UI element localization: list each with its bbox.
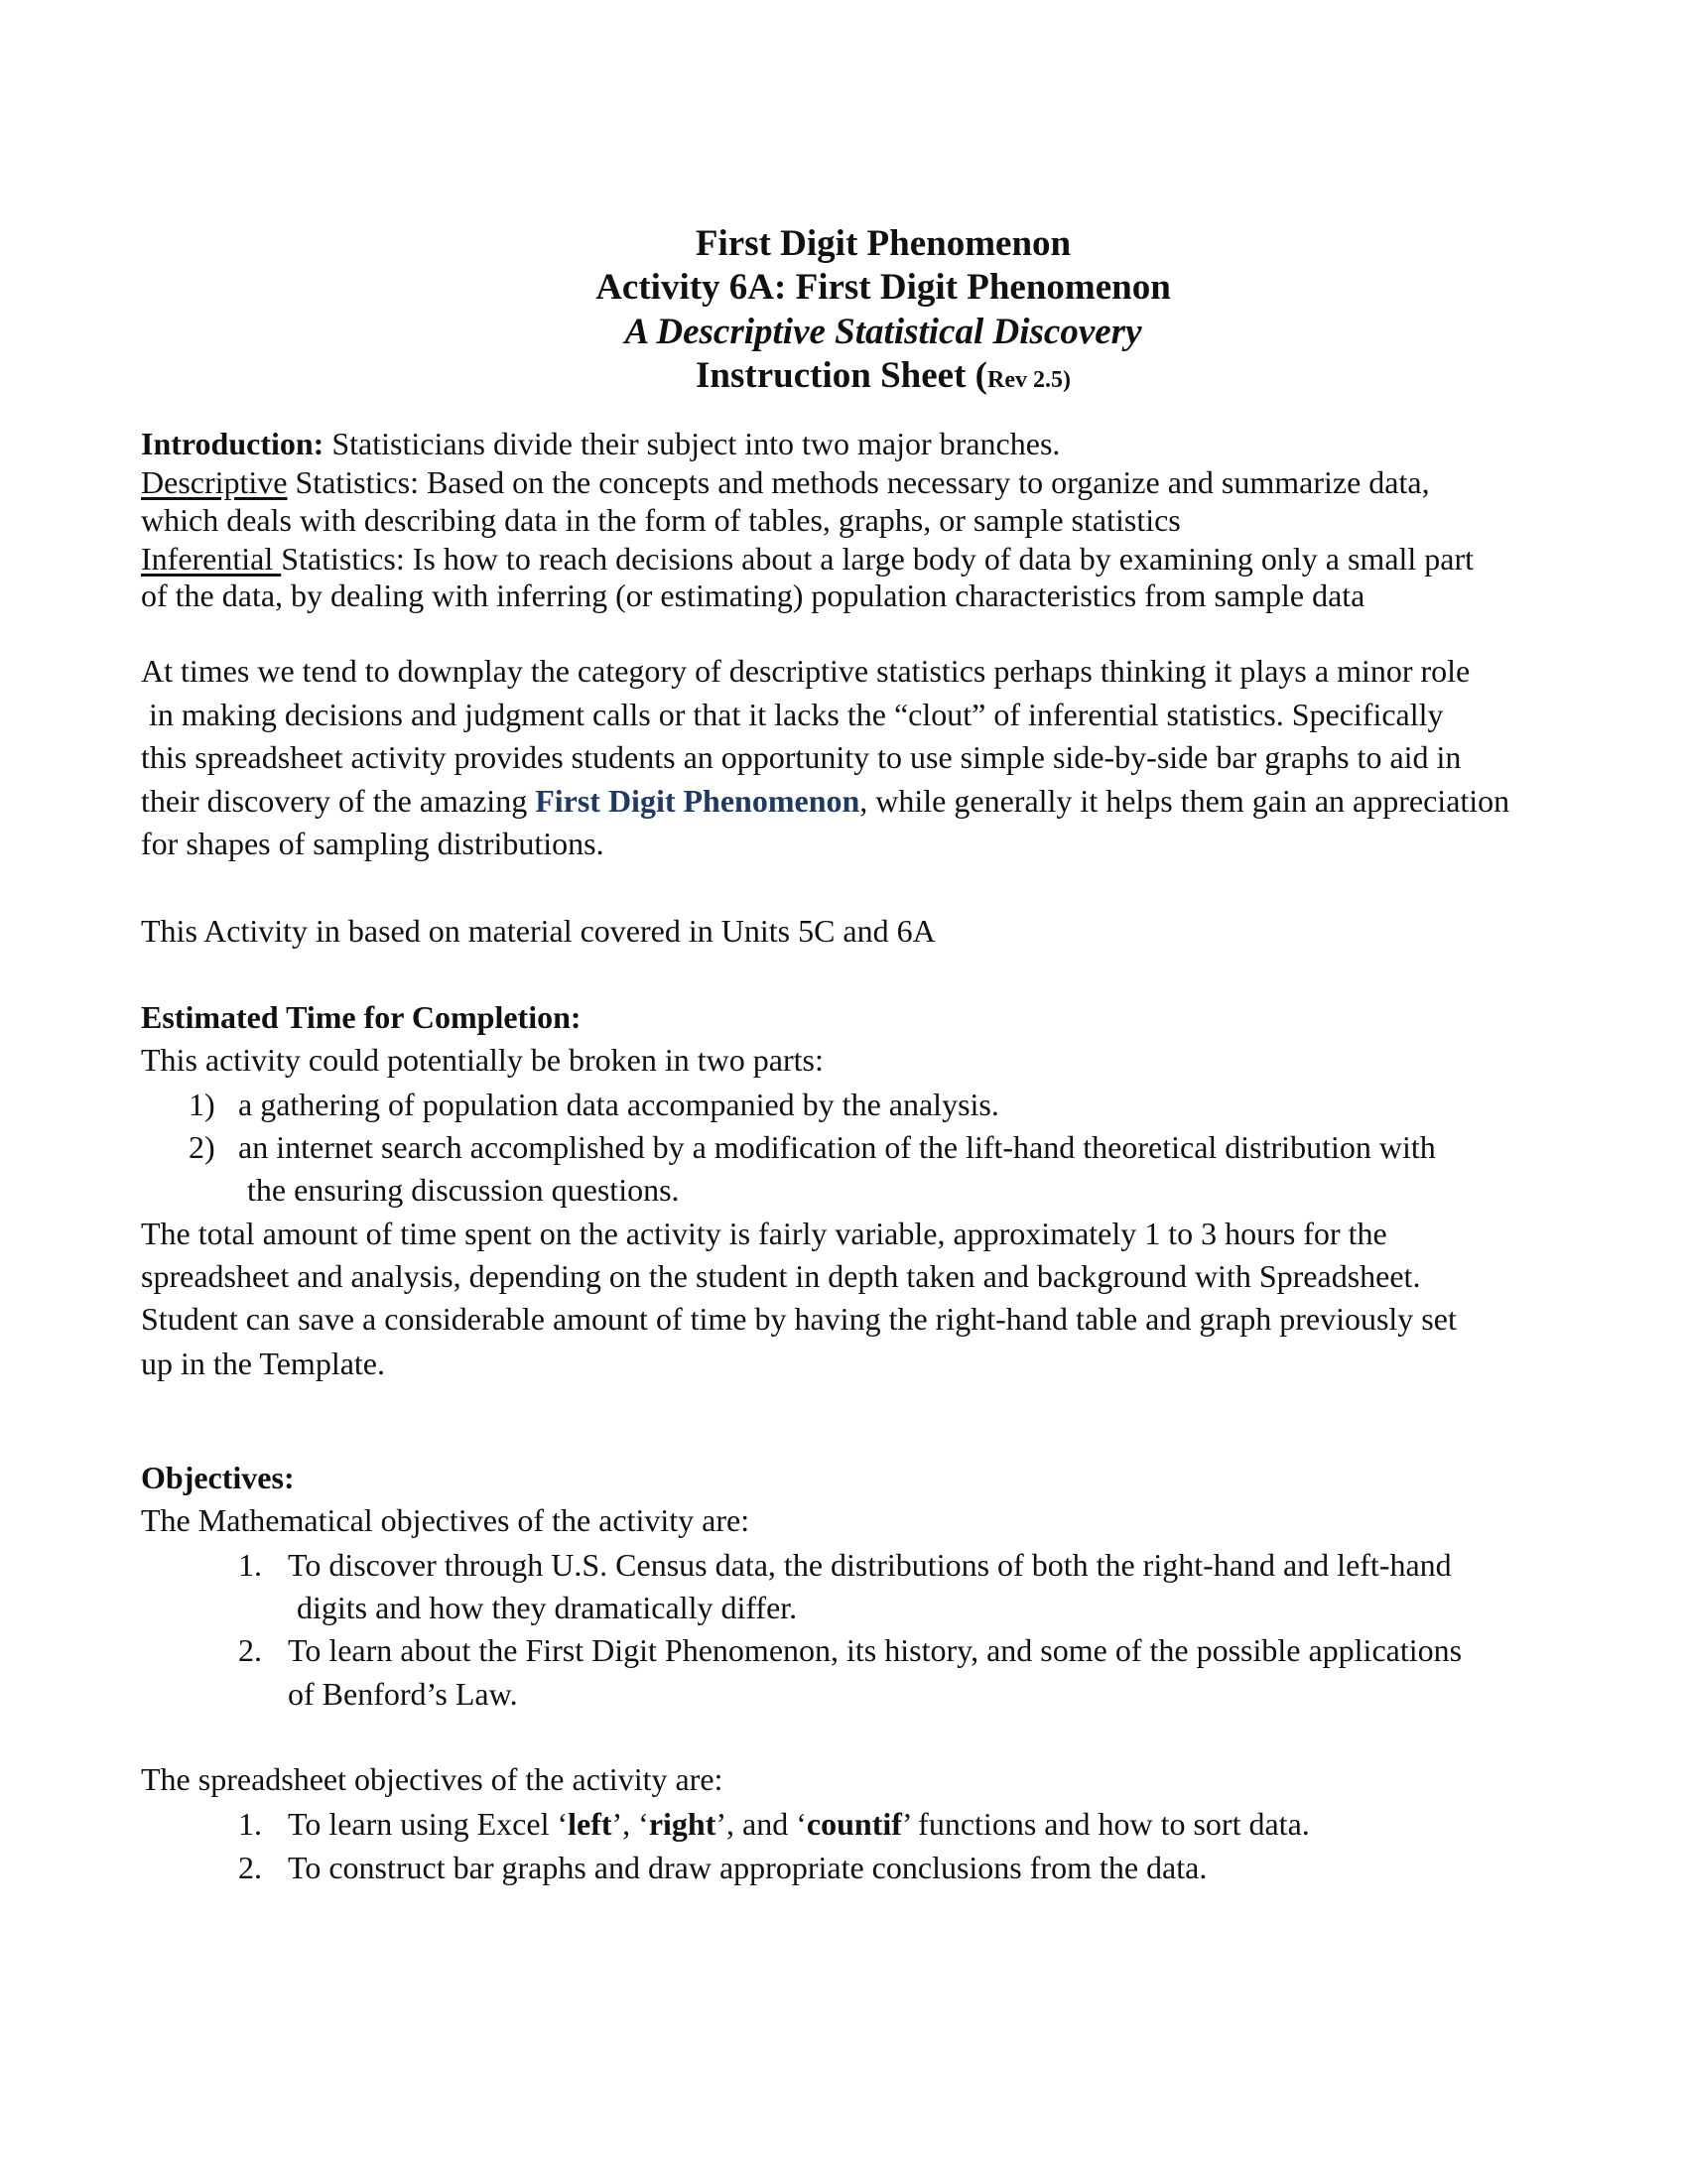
title-instruction-sheet: Instruction Sheet (: [696, 355, 987, 396]
function-right: right: [648, 1806, 716, 1842]
intro-label: Introduction:: [141, 426, 324, 461]
descriptive-line-2: which deals with describing data in the form of tables, graphs, or sample statistics: [141, 502, 1181, 538]
descriptive-line: [141, 462, 1430, 502]
title-line-2: Activity 6A: First Digit Phenomenon: [595, 267, 1171, 308]
title-line-3: A Descriptive Statistical Discovery: [624, 312, 1142, 352]
highlight-first-digit-phenomenon: First Digit Phenomenon: [535, 783, 860, 819]
title-line-4: [0, 354, 1687, 402]
estimate-body-line: up in the Template.: [141, 1346, 385, 1381]
para-text: their discovery of the amazing: [141, 783, 536, 819]
function-left: left: [568, 1806, 612, 1842]
para-text: , while generally it helps them gain an appreciation: [859, 783, 1510, 819]
objectives-heading: Objectives:: [141, 1460, 295, 1495]
list-item-number: 2.: [238, 1632, 262, 1668]
revision-label: Rev 2.5): [986, 367, 1071, 393]
inferential-line: [141, 539, 1474, 578]
list-item-text: a gathering of population data accompanied by the analysis.: [238, 1087, 999, 1122]
list-item-text: To construct bar graphs and draw appropriate conclusions from the data.: [288, 1850, 1208, 1885]
para-line-5: for shapes of sampling distributions.: [141, 826, 604, 861]
list-item-text: To discover through U.S. Census data, the distributions of both the right-hand and left-hand: [288, 1547, 1452, 1583]
based-on-note: This Activity in based on material covered in Units 5C and 6A: [141, 913, 936, 949]
list-item-text: of Benford’s Law.: [288, 1676, 518, 1712]
list-item-text: To learn about the First Digit Phenomenon, its history, and some of the possible applications: [288, 1632, 1463, 1668]
list-item-number: 1.: [238, 1547, 262, 1583]
text: ’, and ‘: [715, 1806, 807, 1842]
text: ’ functions and how to sort data.: [901, 1806, 1310, 1842]
math-objectives-intro: The Mathematical objectives of the activity are:: [141, 1502, 750, 1538]
para-line-4: [141, 781, 1509, 821]
function-countif: countif: [806, 1806, 902, 1842]
text: ’, ‘: [611, 1806, 649, 1842]
inferential-term: Inferential: [141, 541, 282, 577]
list-item-text: an internet search accomplished by a modification of the lift-hand theoretical distribution with: [238, 1129, 1436, 1165]
estimate-body-line: Student can save a considerable amount of time by having the right-hand table and graph previously set: [141, 1301, 1457, 1337]
para-line-2: in making decisions and judgment calls or that it lacks the “clout” of inferential statistics. Specifically: [149, 697, 1444, 732]
inferential-text: Statistics: Is how to reach decisions about a large body of data by examining only a small part: [281, 541, 1475, 577]
list-item-text: [288, 1804, 1310, 1844]
descriptive-text: Statistics: Based on the concepts and methods necessary to organize and summarize data,: [287, 464, 1430, 500]
para-line-3: this spreadsheet activity provides students an opportunity to use simple side-by-side bar graphs to aid in: [141, 739, 1462, 775]
list-item-number: 1): [189, 1087, 215, 1122]
para-line-1: At times we tend to downplay the category of descriptive statistics perhaps thinking it plays a minor role: [141, 653, 1471, 689]
estimate-body-line: spreadsheet and analysis, depending on the student in depth taken and background with Spreadsheet.: [141, 1258, 1421, 1294]
inferential-line-2: of the data, by dealing with inferring (or estimating) population characteristics from sample data: [141, 578, 1365, 613]
intro-text: Statisticians divide their subject into two major branches.: [324, 426, 1061, 461]
list-item-text: the ensuring discussion questions.: [247, 1172, 680, 1208]
list-item-number: 1.: [238, 1806, 262, 1842]
estimated-time-heading: Estimated Time for Completion:: [141, 999, 582, 1035]
title-line-1: First Digit Phenomenon: [695, 223, 1072, 264]
intro-line: [141, 424, 1060, 463]
descriptive-term: Descriptive: [141, 464, 288, 500]
list-item-number: 2): [189, 1129, 215, 1165]
text: To learn using Excel ‘: [288, 1806, 569, 1842]
list-item-number: 2.: [238, 1850, 262, 1885]
list-item-text: digits and how they dramatically differ.: [297, 1590, 798, 1625]
estimate-intro: This activity could potentially be broken in two parts:: [141, 1042, 824, 1078]
estimate-body-line: The total amount of time spent on the activity is fairly variable, approximately 1 to 3 hours for the: [141, 1216, 1387, 1251]
spreadsheet-objectives-intro: The spreadsheet objectives of the activity are:: [141, 1761, 723, 1797]
